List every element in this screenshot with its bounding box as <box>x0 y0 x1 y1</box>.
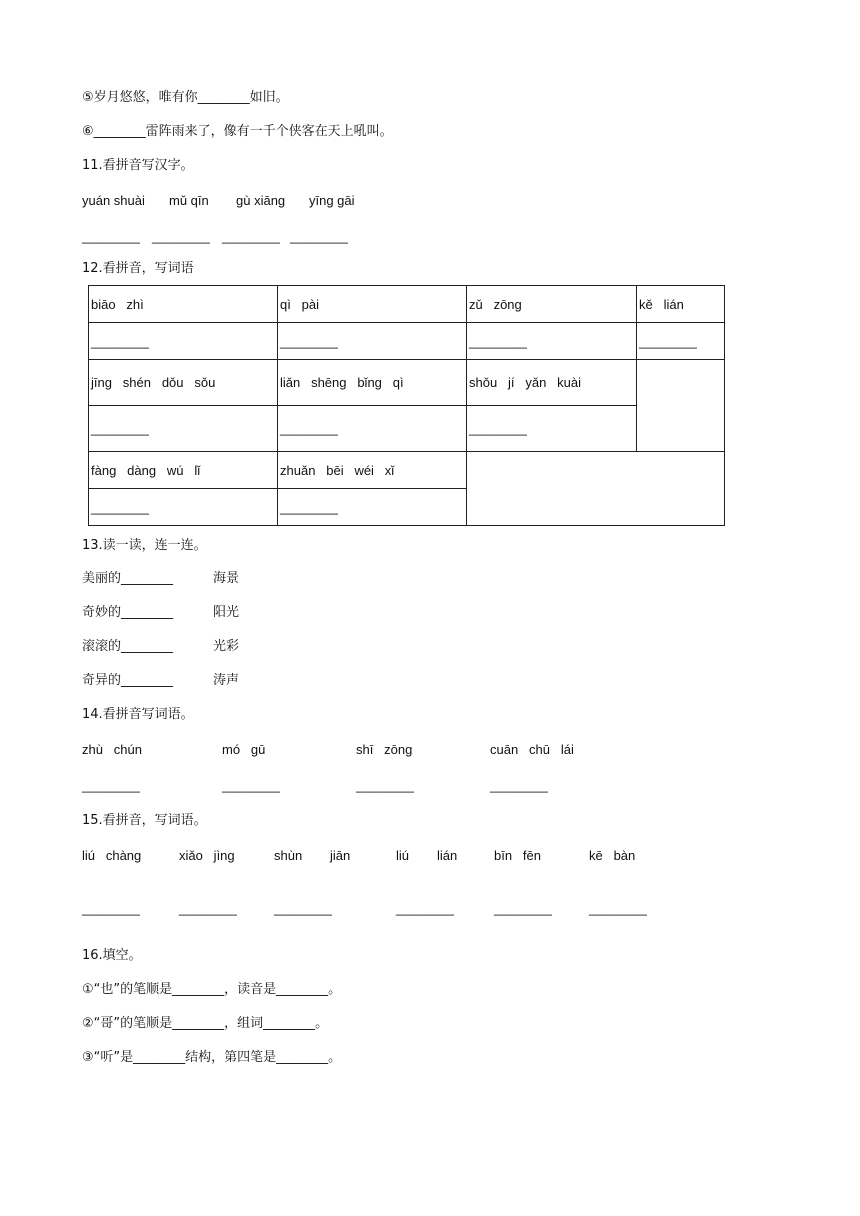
q14-blank-2[interactable]: ________ <box>222 778 280 793</box>
question-14-title: 14.看拼音写词语。 <box>82 707 194 722</box>
q13-right-item-4: 涛声 <box>213 673 240 688</box>
q15-blank-1[interactable]: ________ <box>82 901 140 916</box>
q13-left-item-1: 美丽的________ <box>82 571 174 586</box>
q12-answer-cell[interactable]: ________ <box>467 406 637 452</box>
q12-answer-cell[interactable]: ________ <box>278 406 467 452</box>
q15-pinyin-4: jiān <box>330 848 351 863</box>
q16-item-3: ③“听”是________结构，第四笔是________。 <box>82 1050 342 1065</box>
q15-blank-5[interactable]: ________ <box>494 901 552 916</box>
q16-item-2: ②“哥”的笔顺是________，组词________。 <box>82 1016 329 1031</box>
q15-blank-3[interactable]: ________ <box>274 901 332 916</box>
q12-pinyin-cell: zhuǎn bēi wéi xǐ <box>278 452 467 489</box>
q12-answer-cell[interactable]: ________ <box>467 323 637 360</box>
q12-pinyin-cell: kě lián <box>637 286 725 323</box>
question-12-title: 12.看拼音，写词语 <box>82 261 194 276</box>
q12-pinyin-cell: qì pài <box>278 286 467 323</box>
q11-blank-1[interactable]: ________ <box>82 229 140 244</box>
q12-empty-cell <box>467 452 725 526</box>
q13-right-item-2: 阳光 <box>213 605 240 620</box>
question-11-title: 11.看拼音写汉字。 <box>82 158 194 173</box>
question-16-title: 16.填空。 <box>82 948 142 963</box>
q12-pinyin-cell: zǔ zōng <box>467 286 637 323</box>
q12-answer-cell[interactable]: ________ <box>278 489 467 526</box>
q12-pinyin-cell: shǒu jí yǎn kuài <box>467 360 637 406</box>
q13-right-item-3: 光彩 <box>213 639 240 654</box>
q12-answer-cell[interactable]: ________ <box>89 406 278 452</box>
q15-blank-4[interactable]: ________ <box>396 901 454 916</box>
q13-left-item-3: 滚滚的________ <box>82 639 174 654</box>
q15-pinyin-7: bīn fēn <box>494 848 541 863</box>
q11-blank-3[interactable]: ________ <box>222 229 280 244</box>
q14-pinyin-1: zhù chún <box>82 742 142 757</box>
q15-pinyin-1: liú chàng <box>82 848 142 863</box>
q12-answer-cell[interactable]: ________ <box>637 323 725 360</box>
q12-word-table <box>88 285 725 526</box>
q12-empty-cell <box>637 360 725 452</box>
q15-pinyin-3: shùn <box>274 848 303 863</box>
q11-pinyin-3: gù xiāng <box>236 193 286 208</box>
q12-pinyin-cell: liǎn shēng bǐng qì <box>278 360 467 406</box>
q12-answer-cell[interactable]: ________ <box>89 323 278 360</box>
q13-left-item-2: 奇妙的________ <box>82 605 174 620</box>
q15-pinyin-5: liú <box>396 848 410 863</box>
table-row <box>89 286 725 323</box>
q14-pinyin-4: cuān chū lái <box>490 742 574 757</box>
q15-pinyin-2: xiǎo jìng <box>179 848 235 863</box>
sentence-item-6: ⑥________雷阵雨来了，像有一千个侠客在天上吼叫。 <box>82 124 393 139</box>
q15-pinyin-6: lián <box>437 848 458 863</box>
table-row <box>89 452 725 489</box>
q11-pinyin-2: mǔ qīn <box>169 193 209 208</box>
q14-blank-3[interactable]: ________ <box>356 778 414 793</box>
q16-item-1: ①“也”的笔顺是________，读音是________。 <box>82 982 342 997</box>
table-row <box>89 323 725 360</box>
q14-blank-4[interactable]: ________ <box>490 778 548 793</box>
q14-pinyin-2: mó gū <box>222 742 266 757</box>
q12-answer-cell[interactable]: ________ <box>89 489 278 526</box>
q14-blank-1[interactable]: ________ <box>82 778 140 793</box>
q11-blank-4[interactable]: ________ <box>290 229 348 244</box>
q15-blank-6[interactable]: ________ <box>589 901 647 916</box>
question-15-title: 15.看拼音，写词语。 <box>82 813 207 828</box>
q12-pinyin-cell: fàng dàng wú lǐ <box>89 452 278 489</box>
q15-pinyin-8: kē bàn <box>589 848 636 863</box>
table-row <box>89 360 725 406</box>
q11-pinyin-1: yuán shuài <box>82 193 145 208</box>
q13-right-item-1: 海景 <box>213 571 240 586</box>
table-row <box>89 406 725 452</box>
q12-pinyin-cell: jīng shén dǒu sǒu <box>89 360 278 406</box>
q12-pinyin-cell: biāo zhì <box>89 286 278 323</box>
q13-left-item-4: 奇异的________ <box>82 673 174 688</box>
sentence-item-5: ⑤岁月悠悠，唯有你________如旧。 <box>82 90 289 105</box>
q11-pinyin-4: yīng gāi <box>309 193 355 208</box>
q14-pinyin-3: shī zōng <box>356 742 413 757</box>
q12-answer-cell[interactable]: ________ <box>278 323 467 360</box>
question-13-title: 13.读一读，连一连。 <box>82 538 207 553</box>
q11-blank-2[interactable]: ________ <box>152 229 210 244</box>
q15-blank-2[interactable]: ________ <box>179 901 237 916</box>
